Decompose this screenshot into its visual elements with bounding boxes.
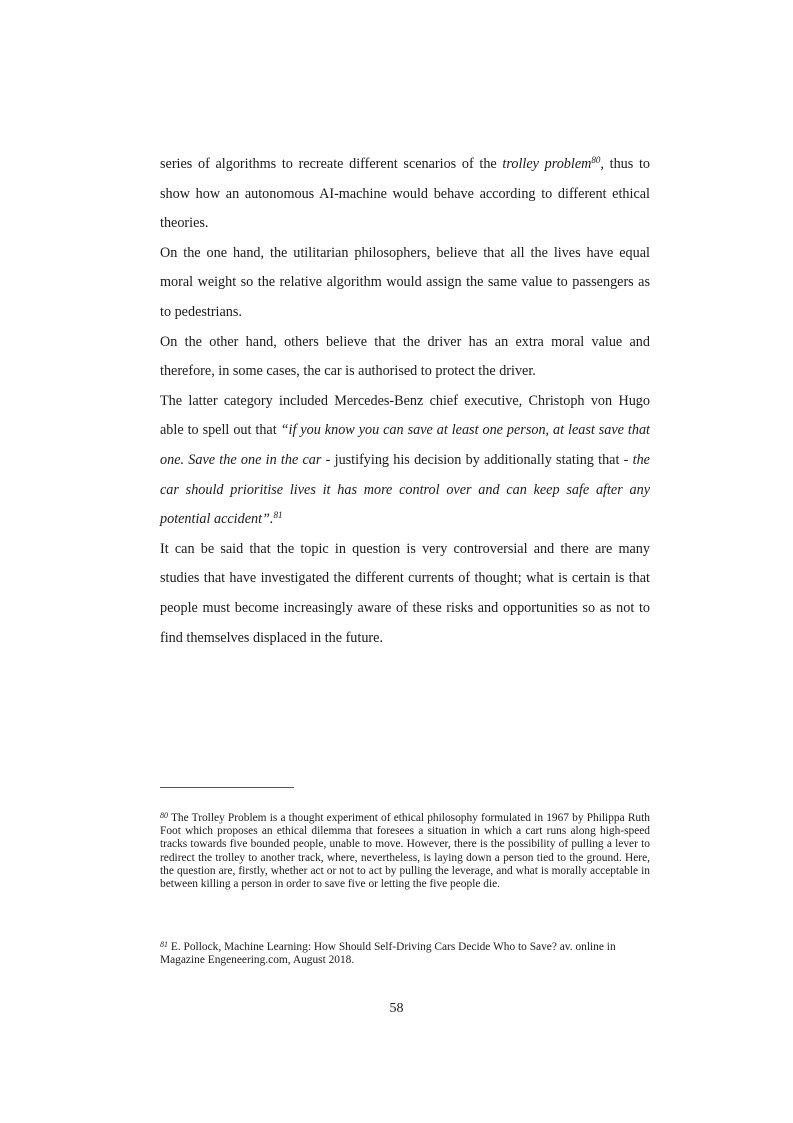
footnote-separator: [160, 787, 294, 788]
paragraph-5: It can be said that the topic in question is very controversial and there are many studies that have investigated the different currents of thought; what is certain is that people must become increasingly aware of these risks and opportunities so as not to find themselves displaced in the future.: [160, 540, 650, 646]
page-number: 58: [389, 1001, 404, 1016]
footnote-80: [160, 812, 650, 891]
footnote-81: [160, 941, 650, 967]
paragraph-4-text-c: - justifying his decision by additionally stating that -: [321, 451, 633, 468]
body-text: [160, 150, 650, 653]
trolley-problem-term: trolley problem: [502, 156, 592, 172]
quote-1: “if you know you can save at least one person, at least save that one. Save the one in the car: [160, 422, 650, 468]
paragraph-1-text-a: series of algorithms to recreate different scenarios of the: [160, 156, 503, 172]
paragraph-2: On the one hand, the utilitarian philosophers, believe that all the lives have equal moral weight so the relative algorithm would assign the same value to passengers as to pedestrians.: [160, 244, 650, 320]
quote-2: the car should prioritise lives it has more control over and can keep safe after any potential accident”.: [160, 451, 650, 528]
footnote-ref-81: 81: [273, 510, 283, 521]
footnote-80-number: 80: [160, 811, 168, 820]
footnote-81-number: 81: [160, 940, 168, 949]
footnote-ref-80: 80: [591, 155, 601, 165]
footnote-81-text: E. Pollock, Machine Learning: How Should Self-Driving Cars Decide Who to Save? av. online in Magazine Engeneering.com, August 2018.: [160, 941, 616, 967]
footnote-80-text: The Trolley Problem is a thought experiment of ethical philosophy formulated in 1967 by Philippa Ruth Foot which proposes an ethical dilemma that foresees a situation in which a cart runs along high-speed tracks towards five bounded people, unable to move. However, there is the possibility of pulling a lever to redirect the trolley to another track, where, nevertheless, is laying down a person tied to the ground. Here, the question are, firstly, whether act or not to act by pulling the leverage, and what is morally acceptable in between killing a person in order to save five or letting the five people die.: [160, 812, 650, 891]
paragraph-4: [160, 387, 650, 535]
paragraph-1-text-c: , thus to show how an autonomous AI-machine would behave according to different ethical theories.: [160, 156, 650, 232]
paragraph-3: On the other hand, others believe that the driver has an extra moral value and therefore, in some cases, the car is authorised to protect the driver.: [160, 333, 650, 380]
paragraph-1: [160, 150, 650, 239]
paragraph-4-text-a: The latter category included Mercedes-Benz chief executive, Christoph von Hugo able to spell out that: [160, 392, 650, 439]
